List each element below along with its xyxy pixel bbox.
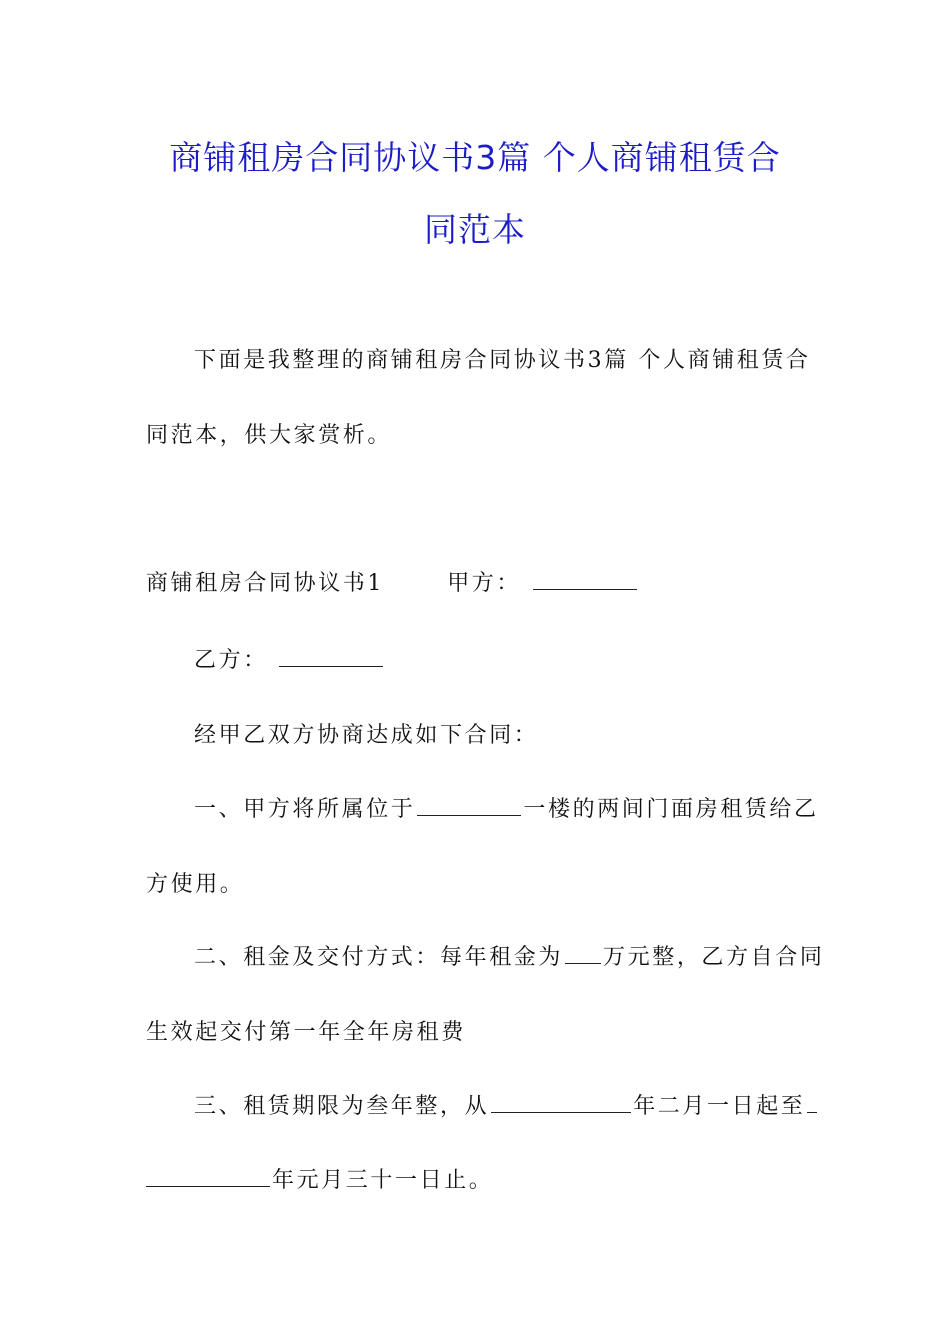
document-title-line-2: 同范本	[424, 210, 526, 249]
intro-paragraph-line-1: 下面是我整理的商铺租房合同协议书3篇 个人商铺租赁合	[194, 348, 811, 373]
clause-1-text-a: 一、甲方将所属位于	[194, 797, 416, 822]
party-b-label: 乙方：	[194, 648, 268, 673]
contract1-heading: 商铺租房合同协议书1	[146, 571, 384, 596]
document-title-line-1: 商铺租房合同协议书3篇 个人商铺租赁合	[169, 138, 781, 177]
clause-3-text-c: 年元月三十一日止。	[272, 1168, 494, 1193]
clause-3-line-2	[146, 1166, 493, 1196]
intro-paragraph-line-2: 同范本，供大家赏析。	[146, 423, 393, 448]
clause-1-line-2: 方使用。	[146, 872, 245, 897]
party-b-blank	[279, 646, 383, 667]
clause-2-text-b: 万元整，乙方自合同	[603, 945, 825, 970]
clause-3-text-b: 年二月一日起至	[633, 1094, 806, 1119]
party-a-blank	[533, 569, 637, 590]
party-b-row	[194, 646, 385, 676]
clause-3-line-1	[194, 1092, 819, 1122]
clause-2-rent-blank	[565, 943, 601, 964]
clause-1-location-blank	[417, 795, 521, 816]
clause-1-line-1	[194, 795, 819, 825]
clause-3-end-year-blank-start	[807, 1092, 817, 1113]
clause-1-text-b: 一楼的两间门面房租赁给乙	[523, 797, 819, 822]
clause-2-line-1	[194, 943, 824, 973]
clause-3-start-year-blank	[491, 1092, 631, 1113]
agreement-intro: 经甲乙双方协商达成如下合同：	[194, 723, 539, 748]
contract-heading-row	[146, 569, 639, 599]
clause-3-end-year-blank	[146, 1166, 270, 1187]
clause-3-text-a: 三、租赁期限为叁年整，从	[194, 1094, 490, 1119]
party-a-label: 甲方：	[447, 571, 521, 596]
clause-2-text-a: 二、租金及交付方式：每年租金为	[194, 945, 564, 970]
clause-2-line-2: 生效起交付第一年全年房租费	[146, 1020, 466, 1045]
